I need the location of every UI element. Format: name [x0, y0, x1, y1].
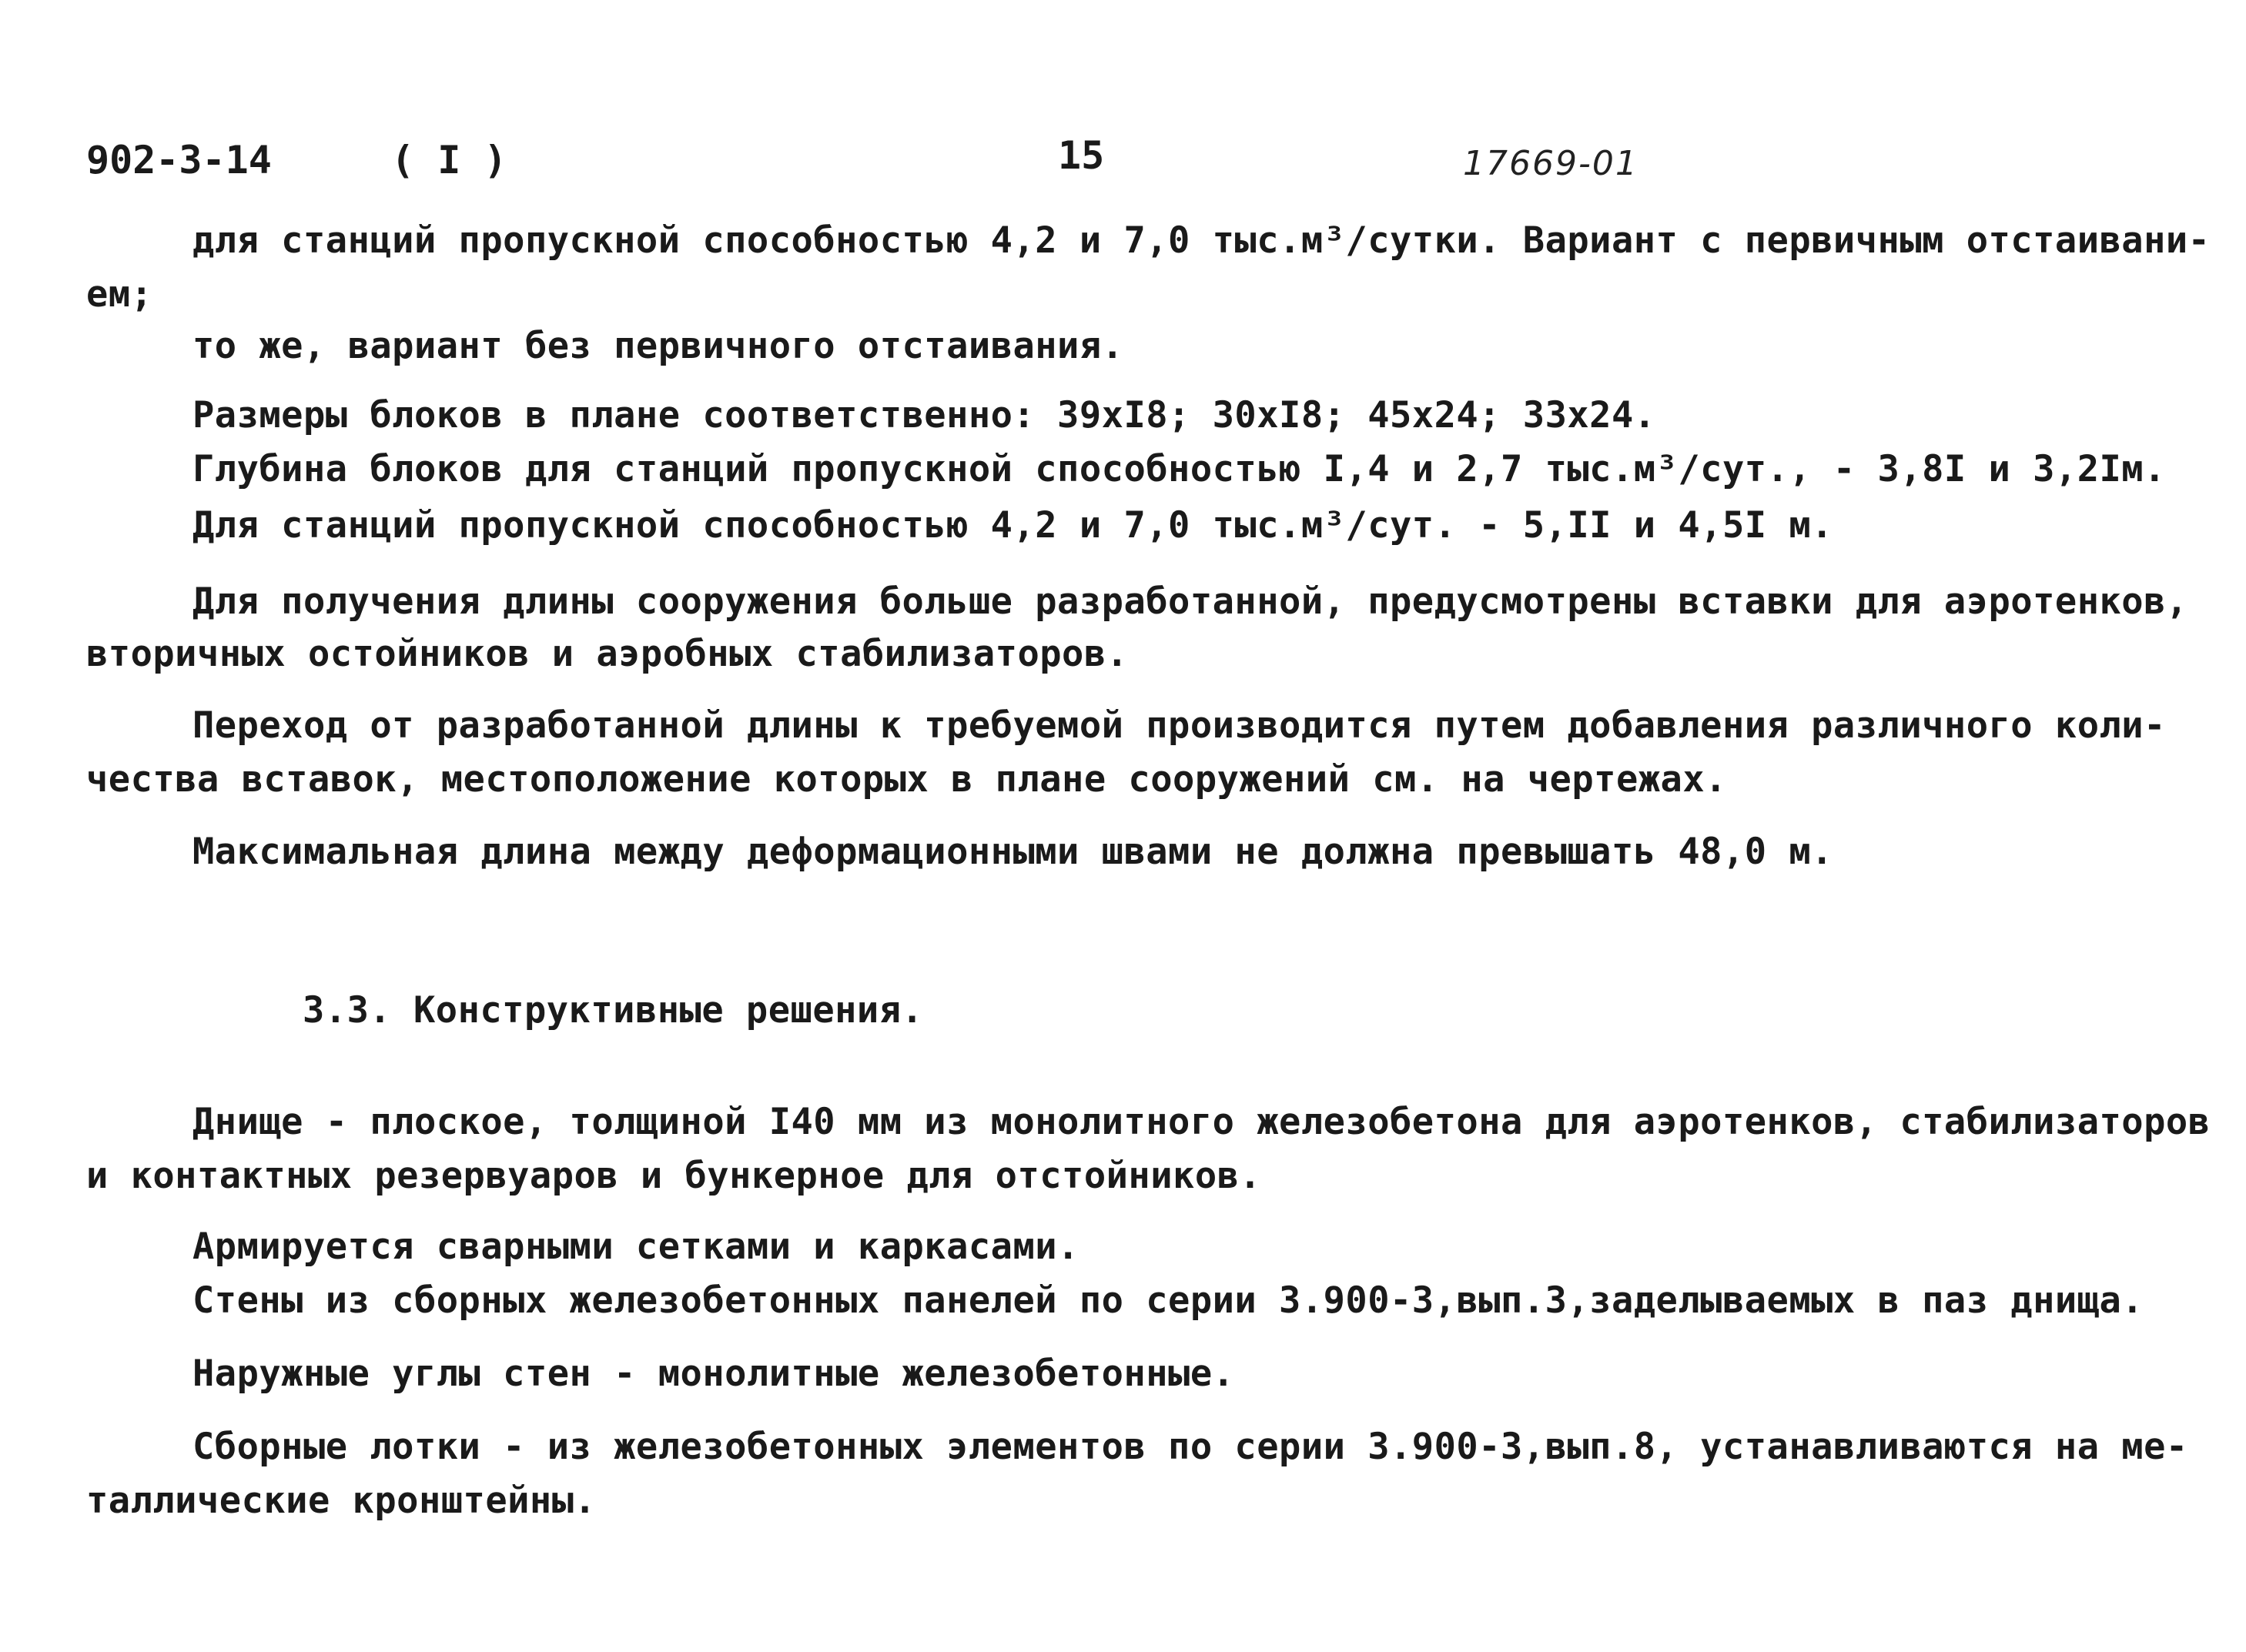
- paragraph-line: то же, вариант без первичного отстаивания.: [192, 325, 1124, 367]
- paragraph-line: таллические кронштейны.: [86, 1480, 597, 1522]
- paragraph-line: вторичных остойников и аэробных стабилизаторов.: [86, 633, 1129, 675]
- paragraph-line: ем;: [86, 273, 153, 316]
- volume-number: ( I ): [391, 138, 507, 182]
- paragraph-line: Армируется сварными сетками и каркасами.: [192, 1226, 1079, 1268]
- paragraph-line: Размеры блоков в плане соответственно: 39xI8; 30xI8; 45x24; 33x24.: [192, 394, 1656, 436]
- archive-code: 17669-01: [1463, 144, 1638, 183]
- page-number: 15: [1058, 133, 1105, 178]
- paragraph-line: Наружные углы стен - монолитные железобетонные.: [192, 1353, 1235, 1395]
- paragraph-line: Для получения длины сооружения больше разработанной, предусмотрены вставки для аэротенков,: [192, 580, 2188, 623]
- paragraph-line: и контактных резервуаров и бункерное для отстойников.: [86, 1155, 1262, 1197]
- paragraph-line: Максимальная длина между деформационными швами не должна превышать 48,0 м.: [192, 831, 1833, 873]
- paragraph-line: Для станций пропускной способностью 4,2 и 7,0 тыс.м³/сут. - 5,II и 4,5I м.: [192, 504, 1833, 547]
- paragraph-line: чества вставок, местоположение которых в плане сооружений см. на чертежах.: [86, 758, 1727, 801]
- paragraph-line: Переход от разработанной длины к требуемой производится путем добавления различного коли-: [192, 704, 2166, 747]
- paragraph-line: Стены из сборных железобетонных панелей по серии 3.900-3,вып.3,заделываемых в паз днища.: [192, 1279, 2144, 1322]
- paragraph-line: Сборные лотки - из железобетонных элементов по серии 3.900-3,вып.8, устанавливаются на ме-: [192, 1426, 2188, 1468]
- paragraph-line: для станций пропускной способностью 4,2 и 7,0 тыс.м³/сутки. Вариант с первичным отстаивани-: [192, 219, 2211, 262]
- series-code: 902-3-14: [86, 138, 272, 182]
- paragraph-line: Днище - плоское, толщиной I40 мм из монолитного железобетона для аэротенков, стабилизаторов: [192, 1101, 2211, 1143]
- paragraph-line: Глубина блоков для станций пропускной способностью I,4 и 2,7 тыс.м³/сут., - 3,8I и 3,2Iм.: [192, 448, 2166, 490]
- section-title: 3.3. Конструктивные решения.: [303, 989, 924, 1032]
